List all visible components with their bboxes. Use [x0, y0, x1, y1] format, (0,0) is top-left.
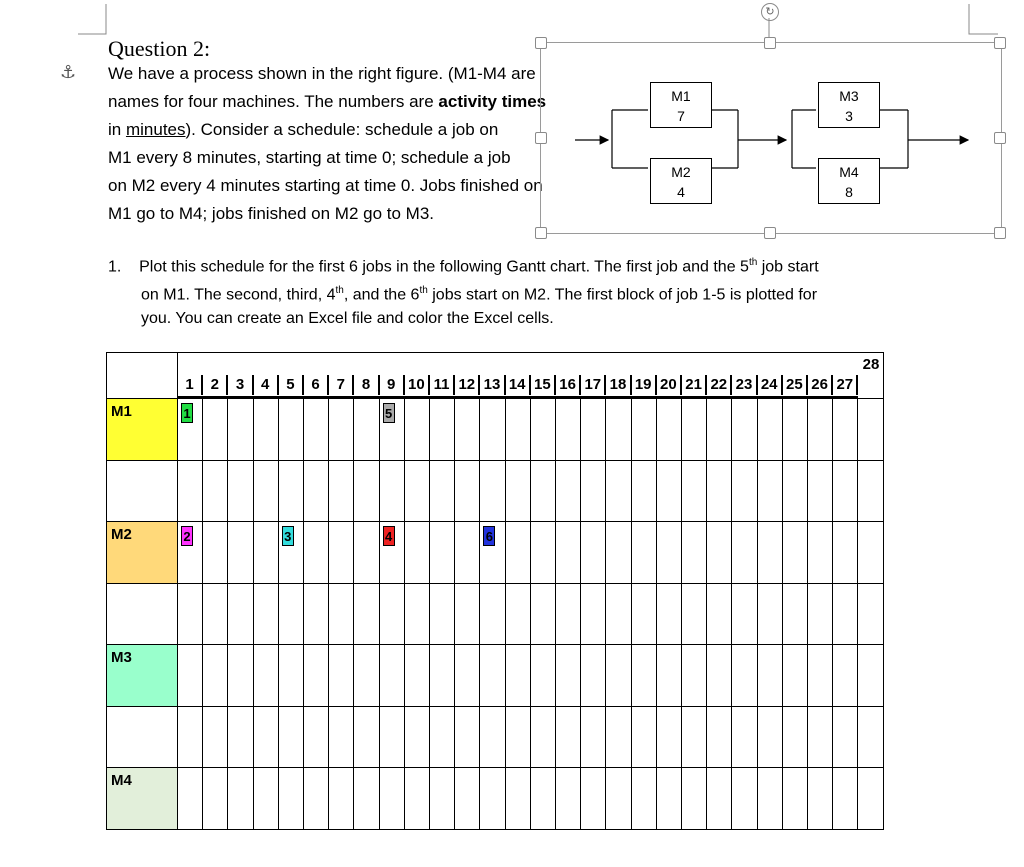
gantt-column-number: 6 [304, 375, 329, 395]
gantt-cell[interactable] [556, 461, 581, 523]
gantt-row-label [106, 707, 178, 769]
gantt-column-number: 8 [354, 375, 379, 395]
gantt-cell[interactable] [858, 461, 883, 523]
gantt-cell[interactable] [858, 522, 883, 584]
gantt-cell[interactable] [758, 707, 783, 769]
question-line-1: We have a process shown in the right figure. (M1-M4 are [108, 64, 536, 83]
gantt-cell[interactable] [531, 707, 556, 769]
gantt-cell[interactable] [228, 768, 253, 830]
gantt-job-marker[interactable]: 5 [383, 403, 395, 423]
gantt-cell[interactable] [556, 645, 581, 707]
gantt-cell[interactable] [506, 399, 531, 461]
gantt-cell[interactable] [732, 584, 757, 646]
gantt-cell[interactable] [480, 707, 505, 769]
machine-name: M2 [671, 164, 691, 180]
gantt-cell[interactable] [430, 584, 455, 646]
gantt-cell[interactable] [606, 584, 631, 646]
gantt-cell[interactable] [480, 584, 505, 646]
gantt-row-label [106, 461, 178, 523]
gantt-row-label: M2 [106, 522, 178, 584]
gantt-cell[interactable] [405, 461, 430, 523]
gantt-cell[interactable] [556, 707, 581, 769]
gantt-cell[interactable] [203, 399, 228, 461]
gantt-cell[interactable] [329, 707, 354, 769]
gantt-cell[interactable] [304, 522, 329, 584]
gantt-cell[interactable] [203, 707, 228, 769]
gantt-cell[interactable] [657, 399, 682, 461]
activity-times-bold: activity times [438, 92, 547, 111]
gantt-cell[interactable] [203, 645, 228, 707]
gantt-cell[interactable] [203, 522, 228, 584]
gantt-cell[interactable] [228, 522, 253, 584]
gantt-cell[interactable] [556, 584, 581, 646]
gantt-column-number: 16 [556, 375, 581, 395]
gantt-cell[interactable] [606, 399, 631, 461]
gantt-cell[interactable] [632, 584, 657, 646]
gantt-cell[interactable] [430, 707, 455, 769]
gantt-cell[interactable] [783, 522, 808, 584]
anchor-icon[interactable]: ⚓ [60, 62, 77, 82]
gantt-cell[interactable] [430, 522, 455, 584]
gantt-cell[interactable] [354, 707, 379, 769]
gantt-cell[interactable] [707, 584, 732, 646]
gantt-cell[interactable] [732, 707, 757, 769]
gantt-cell[interactable] [606, 707, 631, 769]
gantt-cell[interactable] [758, 645, 783, 707]
gantt-cell[interactable] [783, 707, 808, 769]
gantt-column-number: 11 [430, 375, 455, 395]
gantt-cell[interactable] [758, 584, 783, 646]
gantt-cell[interactable] [228, 645, 253, 707]
machine-name: M3 [839, 88, 859, 104]
gantt-cell[interactable] [329, 461, 354, 523]
gantt-cell[interactable] [758, 399, 783, 461]
gantt-column-number: 5 [279, 375, 304, 395]
gantt-cell[interactable] [632, 399, 657, 461]
gantt-cell[interactable] [657, 584, 682, 646]
gantt-cell[interactable] [455, 399, 480, 461]
gantt-cell[interactable] [808, 768, 833, 830]
gantt-cell[interactable] [506, 645, 531, 707]
gantt-column-number: 12 [455, 375, 480, 395]
gantt-cell[interactable] [833, 707, 858, 769]
gantt-cell[interactable] [203, 768, 228, 830]
gantt-cell[interactable] [506, 461, 531, 523]
gantt-column-number: 18 [606, 375, 631, 395]
gantt-cell[interactable] [783, 399, 808, 461]
gantt-cell[interactable] [254, 522, 279, 584]
gantt-cell[interactable] [581, 399, 606, 461]
gantt-cell[interactable] [455, 768, 480, 830]
gantt-cell[interactable] [254, 707, 279, 769]
gantt-cell[interactable] [279, 399, 304, 461]
gantt-cell[interactable] [354, 645, 379, 707]
rotate-handle-icon[interactable]: ↻ [761, 3, 779, 21]
gantt-cell[interactable] [783, 461, 808, 523]
machine-box-m4 [818, 158, 880, 204]
gantt-cell[interactable] [531, 584, 556, 646]
gantt-cell[interactable] [178, 768, 203, 830]
gantt-cell[interactable] [279, 768, 304, 830]
gantt-cell[interactable] [455, 461, 480, 523]
gantt-cell[interactable] [254, 645, 279, 707]
gantt-cell[interactable] [405, 768, 430, 830]
gantt-cell[interactable] [405, 645, 430, 707]
gantt-cell[interactable] [682, 584, 707, 646]
gantt-column-number: 2 [203, 375, 228, 395]
gantt-column-number: 24 [758, 375, 783, 395]
gantt-column-number: 7 [329, 375, 354, 395]
gantt-cell[interactable] [732, 768, 757, 830]
gantt-cell[interactable] [430, 768, 455, 830]
gantt-column-number: 15 [531, 375, 556, 395]
gantt-cell[interactable] [531, 768, 556, 830]
gantt-column-number: 25 [783, 375, 808, 395]
instruction-line-1: 1. Plot this schedule for the first 6 jobs in the following Gantt chart. The first job and the 5th job start [108, 257, 819, 276]
gantt-cell[interactable] [732, 461, 757, 523]
gantt-column-number: 9 [380, 375, 405, 395]
gantt-header-corner [106, 352, 178, 399]
gantt-job-marker[interactable]: 6 [483, 526, 495, 546]
gantt-cell[interactable] [304, 461, 329, 523]
gantt-cell[interactable] [858, 584, 883, 646]
gantt-cell[interactable] [707, 645, 732, 707]
gantt-cell[interactable] [808, 584, 833, 646]
gantt-cell[interactable] [329, 645, 354, 707]
gantt-row-label: M4 [106, 768, 178, 830]
machine-box-m3 [818, 82, 880, 128]
gantt-cell[interactable] [279, 584, 304, 646]
machine-time: 7 [677, 108, 685, 124]
gantt-job-marker[interactable]: 1 [181, 403, 193, 423]
gantt-cell[interactable] [254, 584, 279, 646]
gantt-cell[interactable] [430, 461, 455, 523]
gantt-cell[interactable] [480, 768, 505, 830]
machine-time: 4 [677, 184, 685, 200]
gantt-cell[interactable] [329, 522, 354, 584]
gantt-cell[interactable] [354, 461, 379, 523]
question-heading: Question 2: [108, 36, 211, 61]
gantt-cell[interactable] [304, 707, 329, 769]
gantt-cell[interactable] [657, 768, 682, 830]
gantt-cell[interactable] [556, 768, 581, 830]
gantt-cell[interactable] [858, 768, 883, 830]
gantt-column-number: 1 [178, 375, 203, 395]
gantt-cell[interactable] [808, 399, 833, 461]
gantt-cell[interactable] [405, 399, 430, 461]
gantt-column-number: 14 [506, 375, 531, 395]
gantt-cell[interactable] [581, 461, 606, 523]
gantt-cell[interactable] [531, 399, 556, 461]
gantt-column-number: 13 [480, 375, 505, 395]
gantt-cell[interactable] [657, 707, 682, 769]
gantt-cell[interactable] [531, 461, 556, 523]
question-line-6: M1 go to M4; jobs finished on M2 go to M3. [108, 204, 435, 223]
gantt-cell[interactable] [354, 522, 379, 584]
gantt-cell[interactable] [380, 707, 405, 769]
gantt-cell[interactable] [304, 399, 329, 461]
gantt-column-number: 22 [707, 375, 732, 395]
gantt-cell[interactable] [783, 768, 808, 830]
gantt-job-marker[interactable]: 4 [383, 526, 395, 546]
gantt-cell[interactable] [808, 707, 833, 769]
machine-box-m2 [650, 158, 712, 204]
gantt-cell[interactable] [581, 768, 606, 830]
machine-name: M1 [671, 88, 691, 104]
gantt-column-number: 17 [581, 375, 606, 395]
gantt-cell[interactable] [480, 645, 505, 707]
gantt-cell[interactable] [682, 768, 707, 830]
gantt-cell[interactable] [354, 584, 379, 646]
gantt-cell[interactable] [858, 645, 883, 707]
gantt-cell[interactable] [833, 461, 858, 523]
gantt-cell[interactable] [329, 768, 354, 830]
gantt-cell[interactable] [556, 522, 581, 584]
gantt-cell[interactable] [707, 707, 732, 769]
gantt-cell[interactable] [506, 707, 531, 769]
gantt-column-number: 19 [632, 375, 657, 395]
gantt-cell[interactable] [632, 461, 657, 523]
gantt-cell[interactable] [380, 584, 405, 646]
gantt-cell[interactable] [732, 645, 757, 707]
gantt-cell[interactable] [178, 645, 203, 707]
gantt-cell[interactable] [405, 707, 430, 769]
gantt-column-number: 4 [254, 375, 279, 395]
gantt-cell[interactable] [808, 522, 833, 584]
gantt-cell[interactable] [304, 768, 329, 830]
question-line-4: M1 every 8 minutes, starting at time 0; schedule a job [108, 148, 511, 167]
gantt-column-number: 10 [405, 375, 430, 395]
gantt-cell[interactable] [682, 461, 707, 523]
gantt-cell[interactable] [203, 461, 228, 523]
gantt-cell[interactable] [480, 461, 505, 523]
gantt-cell[interactable] [682, 522, 707, 584]
gantt-cell[interactable] [758, 768, 783, 830]
gantt-cell[interactable] [178, 584, 203, 646]
gantt-cell[interactable] [858, 399, 883, 461]
gantt-cell[interactable] [808, 645, 833, 707]
gantt-cell[interactable] [228, 707, 253, 769]
gantt-cell[interactable] [228, 584, 253, 646]
gantt-cell[interactable] [632, 768, 657, 830]
gantt-column-number: 28 [862, 356, 880, 373]
instruction-line-2: on M1. The second, third, 4th, and the 6th jobs start on M2. The first block of job 1-5 is plotted for [141, 285, 818, 304]
machine-time: 8 [845, 184, 853, 200]
gantt-cell[interactable] [531, 645, 556, 707]
gantt-cell[interactable] [833, 522, 858, 584]
gantt-cell[interactable] [657, 461, 682, 523]
gantt-cell[interactable] [682, 399, 707, 461]
gantt-cell[interactable] [858, 707, 883, 769]
instruction-number: 1. [108, 258, 122, 276]
gantt-cell[interactable] [606, 461, 631, 523]
gantt-column-number: 3 [228, 375, 253, 395]
gantt-cell[interactable] [833, 584, 858, 646]
gantt-cell[interactable] [380, 645, 405, 707]
gantt-job-marker[interactable]: 2 [181, 526, 193, 546]
gantt-cell[interactable] [556, 399, 581, 461]
gantt-cell[interactable] [405, 584, 430, 646]
gantt-cell[interactable] [732, 399, 757, 461]
gantt-cell[interactable] [581, 645, 606, 707]
gantt-column-number: 26 [808, 375, 833, 395]
minutes-underlined: minutes [125, 120, 186, 139]
gantt-cell[interactable] [707, 461, 732, 523]
gantt-cell[interactable] [682, 707, 707, 769]
gantt-cell[interactable] [632, 707, 657, 769]
gantt-cell[interactable] [682, 645, 707, 707]
gantt-cell[interactable] [430, 645, 455, 707]
gantt-cell[interactable] [581, 584, 606, 646]
gantt-cell[interactable] [354, 399, 379, 461]
machine-box-m1 [650, 82, 712, 128]
gantt-cell[interactable] [455, 584, 480, 646]
gantt-cell[interactable] [732, 522, 757, 584]
gantt-cell[interactable] [506, 522, 531, 584]
gantt-cell[interactable] [178, 707, 203, 769]
question-line-2: names for four machines. The numbers are activity times [108, 92, 547, 111]
gantt-cell[interactable] [455, 645, 480, 707]
gantt-cell[interactable] [228, 461, 253, 523]
gantt-cell[interactable] [606, 522, 631, 584]
instruction-line-3: you. You can create an Excel file and color the Excel cells. [141, 310, 554, 327]
gantt-cell[interactable] [329, 399, 354, 461]
gantt-column-number: 23 [732, 375, 757, 395]
gantt-cell[interactable] [279, 707, 304, 769]
gantt-cell[interactable] [304, 645, 329, 707]
gantt-cell[interactable] [833, 645, 858, 707]
question-line-3: in minutes). Consider a schedule: schedule a job on [108, 120, 499, 139]
gantt-cell[interactable] [581, 707, 606, 769]
gantt-cell[interactable] [783, 645, 808, 707]
gantt-row-label [106, 584, 178, 646]
gantt-cell[interactable] [657, 645, 682, 707]
gantt-cell[interactable] [455, 707, 480, 769]
gantt-cell[interactable] [405, 522, 430, 584]
gantt-cell[interactable] [506, 768, 531, 830]
gantt-cell[interactable] [606, 768, 631, 830]
gantt-cell[interactable] [833, 399, 858, 461]
gantt-cell[interactable] [455, 522, 480, 584]
gantt-cell[interactable] [430, 399, 455, 461]
gantt-column-number: 21 [682, 375, 707, 395]
gantt-row-label: M1 [106, 399, 178, 461]
gantt-cell[interactable] [707, 522, 732, 584]
gantt-cell[interactable] [380, 768, 405, 830]
gantt-cell[interactable] [254, 399, 279, 461]
gantt-cell[interactable] [354, 768, 379, 830]
machine-time: 3 [845, 108, 853, 124]
gantt-column-number: 20 [657, 375, 682, 395]
gantt-row-label: M3 [106, 645, 178, 707]
gantt-cell[interactable] [707, 768, 732, 830]
gantt-cell[interactable] [758, 461, 783, 523]
gantt-cell[interactable] [833, 768, 858, 830]
gantt-cell[interactable] [632, 645, 657, 707]
gantt-header-divider [178, 396, 858, 398]
gantt-cell[interactable] [480, 399, 505, 461]
gantt-cell[interactable] [657, 522, 682, 584]
question-line-5: on M2 every 4 minutes starting at time 0. Jobs finished on [108, 176, 543, 195]
gantt-cell[interactable] [304, 584, 329, 646]
gantt-cell[interactable] [531, 522, 556, 584]
gantt-cell[interactable] [279, 461, 304, 523]
gantt-cell[interactable] [228, 399, 253, 461]
gantt-column-number: 27 [833, 375, 858, 395]
gantt-cell[interactable] [203, 584, 228, 646]
machine-name: M4 [839, 164, 859, 180]
gantt-cell[interactable] [808, 461, 833, 523]
gantt-cell[interactable] [254, 461, 279, 523]
gantt-cell[interactable] [632, 522, 657, 584]
gantt-cell[interactable] [707, 399, 732, 461]
gantt-job-marker[interactable]: 3 [282, 526, 294, 546]
gantt-cell[interactable] [254, 768, 279, 830]
gantt-cell[interactable] [329, 584, 354, 646]
gantt-cell[interactable] [758, 522, 783, 584]
gantt-cell[interactable] [783, 584, 808, 646]
gantt-cell[interactable] [380, 461, 405, 523]
gantt-cell[interactable] [279, 645, 304, 707]
gantt-cell[interactable] [178, 461, 203, 523]
gantt-cell[interactable] [606, 645, 631, 707]
gantt-cell[interactable] [506, 584, 531, 646]
gantt-cell[interactable] [581, 522, 606, 584]
